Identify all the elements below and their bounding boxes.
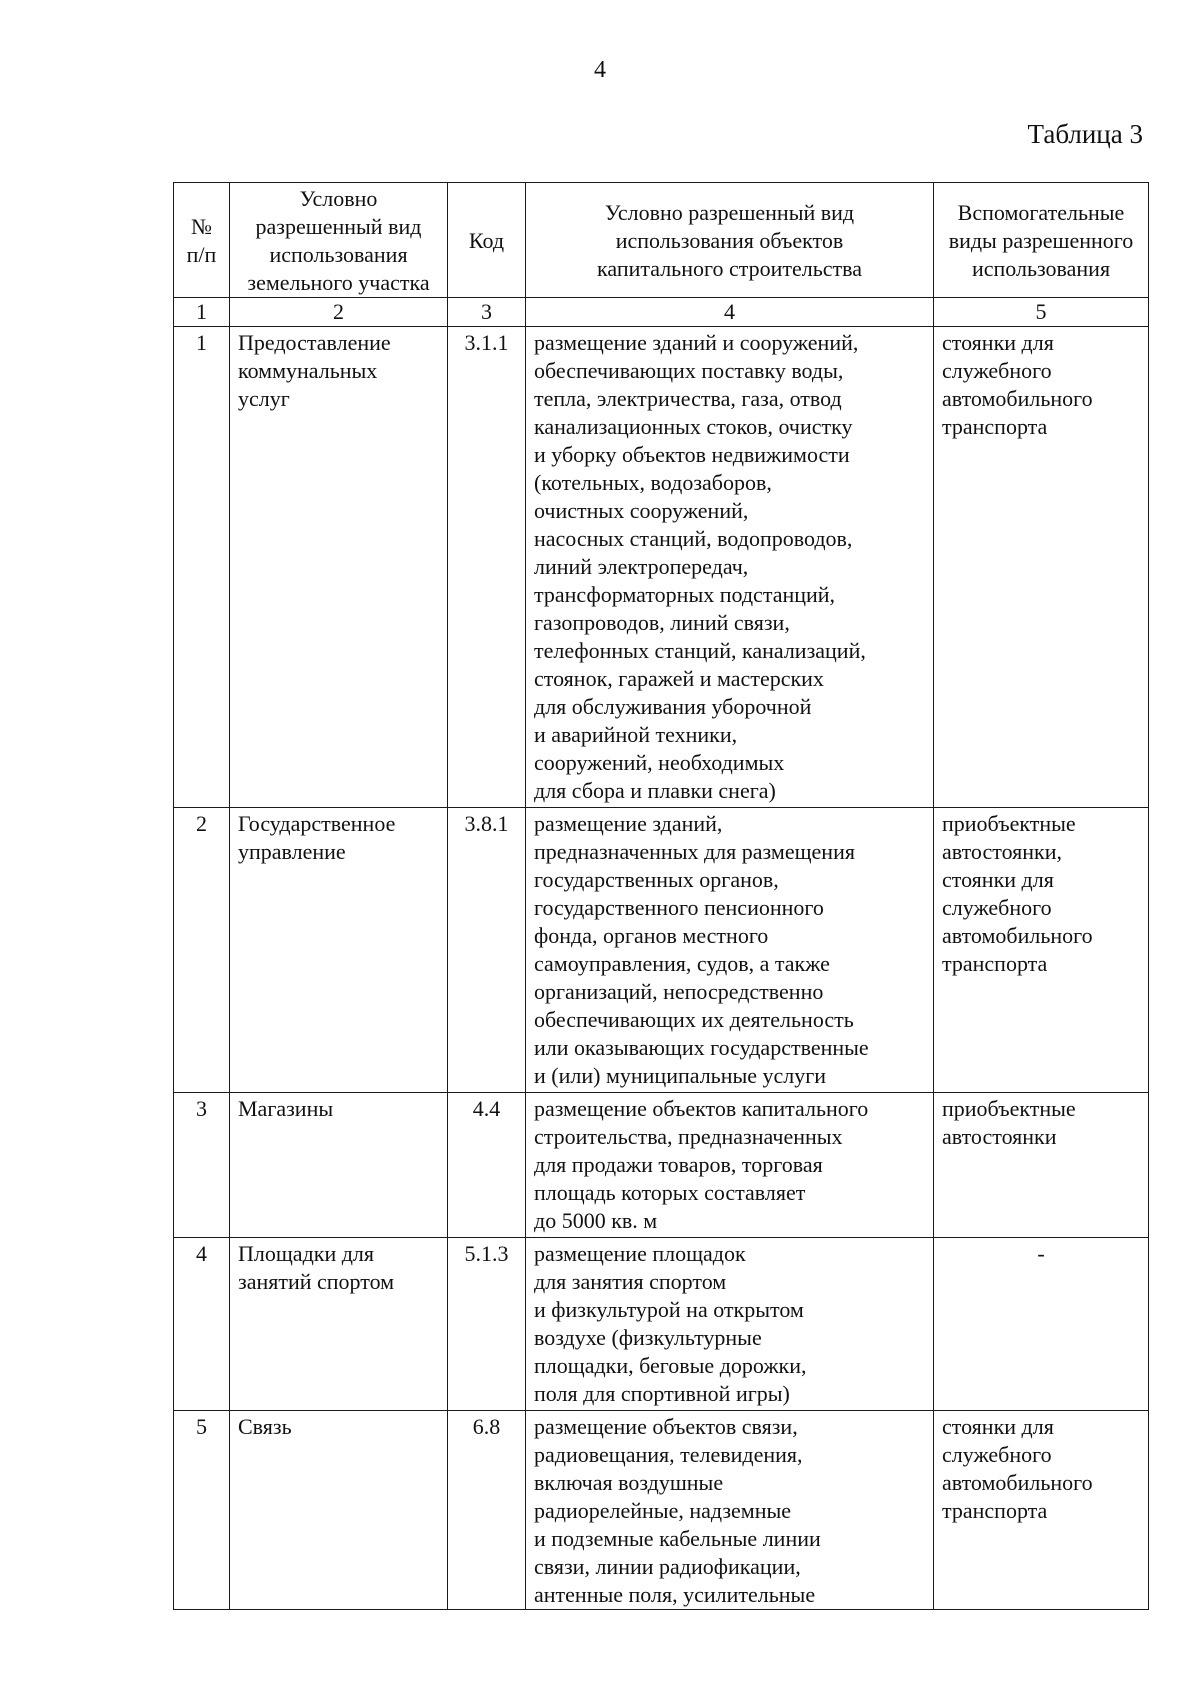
land-use-type: Государственное управление [230,808,448,1093]
capital-use-description: размещение площадок для занятия спортом и физкультурой на открытом воздухе (физкультурные площадки, беговые дорожки, поля для спортивной игры) [526,1238,934,1411]
row-number: 4 [174,1238,230,1411]
header-num: № п/п [174,183,230,298]
table-caption: Таблица 3 [1027,119,1143,149]
header-code: Код [448,183,526,298]
use-code: 5.1.3 [448,1238,526,1411]
header-capital-use: Условно разрешенный вид использования объектов капитального строительства [526,183,934,298]
header-auxiliary: Вспомогательные виды разрешенного использования [934,183,1149,298]
use-code: 6.8 [448,1411,526,1610]
capital-use-description: размещение зданий и сооружений, обеспечивающих поставку воды, тепла, электричества, газа, отвод канализационных стоков, очистку и уборку объектов недвижимости (котельных, водозаборов, очистных сооружений, насосных станций, водопроводов, линий электропередач, трансформаторных подстанций, газопроводов, линий связи, телефонных станций, канализаций, стоянок, гаражей и мастерских для обслуживания уборочной и аварийной техники, сооружений, необходимых для сбора и плавки снега) [526,327,934,808]
column-index: 2 [230,298,448,327]
land-use-type: Предоставление коммунальных услуг [230,327,448,808]
header-row [174,183,1149,298]
land-use-table [173,182,1149,1610]
table-row [174,1238,1149,1411]
land-use-type: Связь [230,1411,448,1610]
page-number: 4 [594,57,606,83]
column-index: 5 [934,298,1149,327]
table-row [174,1411,1149,1610]
auxiliary-use: приобъектные автостоянки, стоянки для служебного автомобильного транспорта [934,808,1149,1093]
header-land-use: Условно разрешенный вид использования земельного участка [230,183,448,298]
auxiliary-use: приобъектные автостоянки [934,1093,1149,1238]
auxiliary-use: стоянки для служебного автомобильного транспорта [934,1411,1149,1610]
use-code: 4.4 [448,1093,526,1238]
auxiliary-use: стоянки для служебного автомобильного транспорта [934,327,1149,808]
land-use-type: Магазины [230,1093,448,1238]
auxiliary-use: - [934,1238,1149,1411]
capital-use-description: размещение зданий, предназначенных для размещения государственных органов, государственного пенсионного фонда, органов местного самоуправления, судов, а также организаций, непосредственно обеспечивающих их деятельность или оказывающих государственные и (или) муниципальные услуги [526,808,934,1093]
capital-use-description: размещение объектов капитального строительства, предназначенных для продажи товаров, торговая площадь которых составляет до 5000 кв. м [526,1093,934,1238]
column-index: 1 [174,298,230,327]
column-index-row [174,298,1149,327]
land-use-type: Площадки для занятий спортом [230,1238,448,1411]
capital-use-description: размещение объектов связи, радиовещания, телевидения, включая воздушные радиорелейные, надземные и подземные кабельные линии связи, линии радиофикации, антенные поля, усилительные [526,1411,934,1610]
table-row [174,808,1149,1093]
row-number: 2 [174,808,230,1093]
use-code: 3.8.1 [448,808,526,1093]
row-number: 3 [174,1093,230,1238]
table-row [174,327,1149,808]
column-index: 4 [526,298,934,327]
row-number: 1 [174,327,230,808]
use-code: 3.1.1 [448,327,526,808]
table-row [174,1093,1149,1238]
column-index: 3 [448,298,526,327]
row-number: 5 [174,1411,230,1610]
